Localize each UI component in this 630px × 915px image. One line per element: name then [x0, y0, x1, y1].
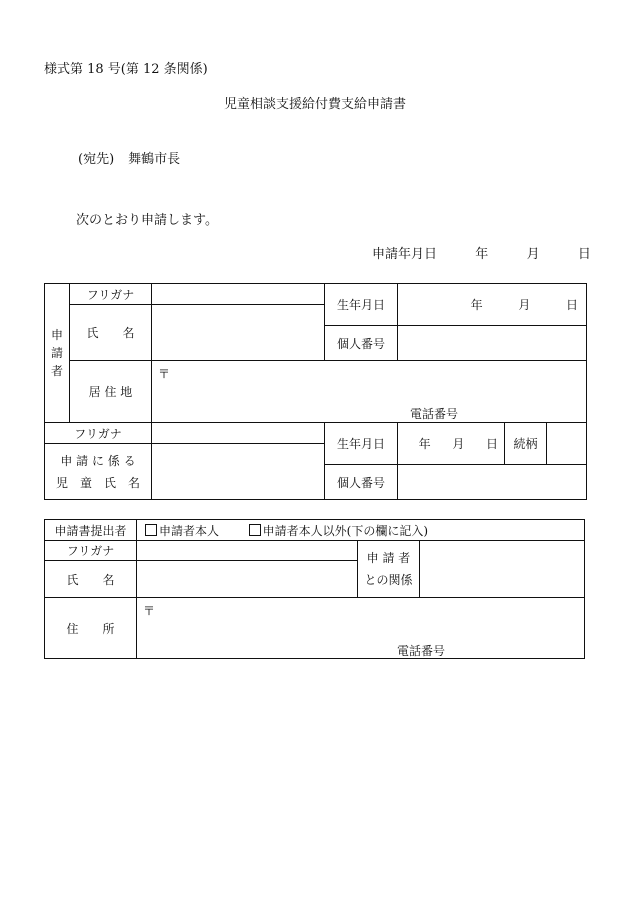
submitter-phone-label: 電話番号 [397, 644, 446, 658]
application-date-label: 申請年月日 [372, 247, 438, 262]
application-date [372, 243, 591, 262]
submitter-option-self[interactable] [145, 524, 219, 538]
submitter-furigana-label: フリガナ [45, 541, 137, 561]
submitter-relation-line1: 申 請 者 [366, 551, 411, 565]
applicant-table [44, 283, 587, 500]
applicant-name-label: 氏 名 [70, 305, 152, 361]
applicant-furigana-field[interactable] [152, 284, 325, 305]
submitter-options [137, 520, 585, 541]
applicant-birth-day: 日 [566, 298, 579, 312]
submitter-table [44, 519, 585, 659]
child-birth-month: 月 [452, 437, 465, 451]
child-relationship-field[interactable] [547, 423, 587, 465]
child-furigana-field[interactable] [152, 423, 325, 444]
submitter-name-field[interactable] [137, 561, 358, 598]
child-personal-number-label: 個人番号 [325, 465, 398, 500]
intro-text: 次のとおり申請します。 [76, 213, 218, 228]
submitter-relation-line2: との関係 [364, 573, 413, 587]
submitter-furigana-field[interactable] [137, 541, 358, 561]
applicant-furigana-label: フリガナ [70, 284, 152, 305]
submitter-relation-field[interactable] [420, 541, 585, 598]
submitter-relation-label [358, 541, 420, 598]
applicant-residence-label: 居 住 地 [70, 361, 152, 423]
submitter-postal-mark: 〒 [143, 604, 156, 618]
checkbox-other[interactable] [249, 524, 261, 536]
submitter-address-field[interactable] [137, 598, 585, 659]
form-number: 様式第 18 号(第 12 条関係) [44, 62, 208, 77]
submitter-option-other-label: 申請者本人以外(下の欄に記入) [262, 523, 429, 538]
child-birth-day: 日 [485, 437, 498, 451]
applicant-birth-year: 年 [470, 298, 483, 312]
child-name-label-line2: 児 童 氏 名 [55, 475, 140, 490]
submitter-name-label: 氏 名 [45, 561, 137, 598]
addressee-name: 舞鶴市長 [128, 152, 181, 167]
applicant-section-label: 申 請 者 [45, 284, 70, 423]
application-date-month: 月 [526, 247, 540, 262]
applicant-personal-number-label: 個人番号 [325, 326, 398, 361]
addressee-prefix: (宛先) [78, 152, 115, 167]
addressee [78, 148, 180, 167]
applicant-birthdate-label: 生年月日 [325, 284, 398, 326]
applicant-birthdate-field[interactable] [398, 284, 587, 326]
applicant-phone-label: 電話番号 [410, 407, 459, 421]
child-name-label [45, 444, 152, 500]
applicant-name-field[interactable] [152, 305, 325, 361]
submitter-address-label: 住 所 [45, 598, 137, 659]
applicant-residence-field[interactable] [152, 361, 587, 423]
document-title: 児童相談支援給付費支給申請書 [223, 97, 406, 112]
child-name-field[interactable] [152, 444, 325, 500]
child-relationship-label: 続柄 [505, 423, 547, 465]
child-furigana-label: フリガナ [45, 423, 152, 444]
child-birthdate-label: 生年月日 [325, 423, 398, 465]
submitter-option-other[interactable] [249, 524, 428, 538]
submitter-label: 申請書提出者 [45, 520, 137, 541]
child-personal-number-field[interactable] [398, 465, 587, 500]
application-date-day: 日 [577, 247, 591, 262]
applicant-birth-month: 月 [518, 298, 531, 312]
child-birth-year: 年 [418, 437, 431, 451]
child-birthdate-field[interactable] [398, 423, 505, 465]
submitter-option-self-label: 申請者本人 [159, 523, 220, 538]
checkbox-self[interactable] [145, 524, 157, 536]
application-date-year: 年 [475, 247, 489, 262]
applicant-postal-mark: 〒 [158, 367, 171, 381]
child-name-label-line1: 申 請 に 係 る [60, 453, 136, 468]
applicant-personal-number-field[interactable] [398, 326, 587, 361]
